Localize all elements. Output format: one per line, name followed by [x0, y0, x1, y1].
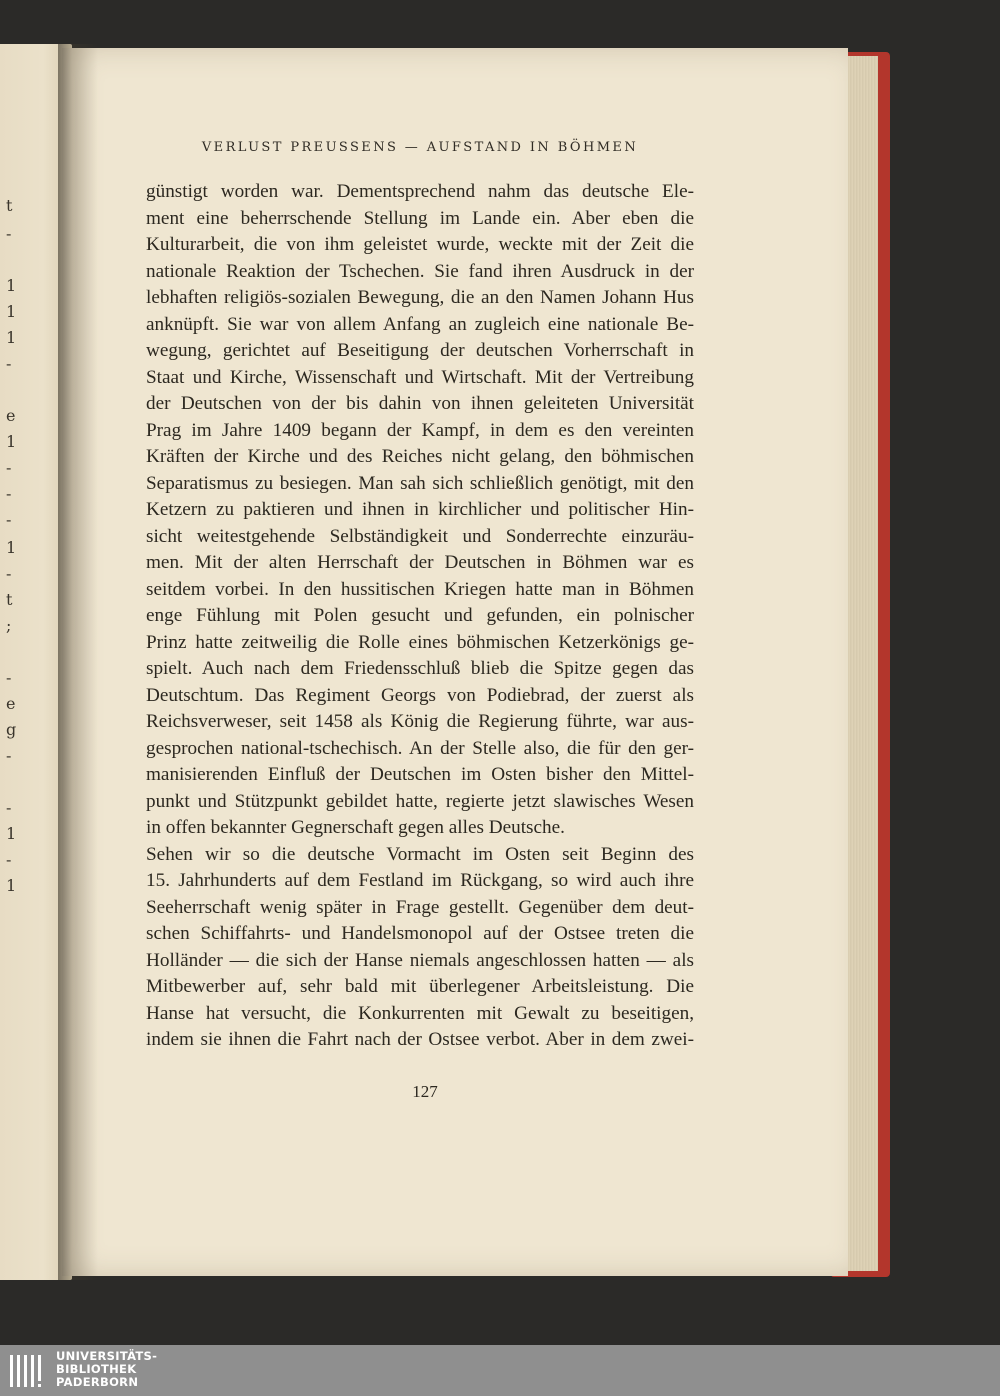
text-line: Prag im Jahre 1409 begann der Kampf, in dem es den vereinten	[146, 419, 694, 441]
left-page-char: t	[6, 590, 13, 609]
text-line: sicht weitestgehende Selbständigkeit und Sonderrechte einzuräu-	[146, 525, 694, 547]
left-page-char: ;	[6, 616, 12, 635]
text-line: Staat und Kirche, Wissenschaft und Wirtschaft. Mit der Vertreibung	[146, 366, 694, 388]
left-page-char: 1	[6, 538, 17, 557]
text-line: lebhaften religiös-sozialen Bewegung, die an den Namen Johann Hus	[146, 287, 694, 308]
text-line: Separatismus zu besiegen. Man sah sich schließlich genötigt, mit den	[146, 472, 694, 494]
text-line: schen Schiffahrts- und Handelsmonopol auf der Ostsee treten die	[146, 923, 694, 944]
left-page-char: -	[6, 798, 12, 817]
text-line: Kräften der Kirche und des Reiches nicht gelang, den böhmischen	[146, 446, 694, 467]
text-line: Mitbewerber auf, sehr bald mit überlegener Arbeitsleistung. Die	[146, 976, 694, 997]
left-page-char: -	[6, 746, 12, 765]
left-page-char: -	[6, 224, 12, 243]
left-page-char: -	[6, 850, 12, 869]
library-logo-icon	[8, 1351, 48, 1391]
running-head: VERLUST PREUSSENS — AUFSTAND IN BÖHMEN	[201, 140, 639, 155]
gutter-shadow	[58, 44, 98, 1280]
left-page-char: 1	[6, 876, 17, 895]
logo-line: BIBLIOTHEK	[56, 1362, 137, 1376]
left-page-char: -	[6, 458, 12, 477]
left-page-char: -	[6, 484, 12, 503]
text-line: seitdem vorbei. In den hussitischen Kriegen hatte man in Böhmen	[146, 578, 694, 600]
page-number: 127	[412, 1082, 438, 1101]
left-page-char: t	[6, 196, 13, 215]
text-line: 15. Jahrhunderts auf dem Festland im Rückgang, so wird auch ihre	[146, 870, 694, 891]
text-line: günstigt worden war. Dementsprechend nahm das deutsche Ele-	[146, 181, 694, 202]
text-line: in offen bekannter Gegnerschaft gegen alles Deutsche.	[146, 817, 565, 838]
text-line: Prinz hatte zeitweilig die Rolle eines böhmischen Ketzerkönigs ge-	[146, 631, 694, 653]
text-line: men. Mit der alten Herrschaft der Deutschen in Böhmen war es	[146, 552, 694, 573]
text-line: Sehen wir so die deutsche Vormacht im Osten seit Beginn des	[146, 843, 694, 865]
text-line: enge Fühlung mit Polen gesucht und gefunden, ein polnischer	[146, 605, 694, 626]
text-line: indem sie ihnen die Fahrt nach der Ostsee verbot. Aber in dem zwei-	[146, 1029, 694, 1050]
text-line: wegung, gerichtet auf Beseitigung der deutschen Vorherrschaft in	[146, 340, 694, 361]
text-line: anknüpft. Sie war von allem Anfang an zugleich eine nationale Be-	[146, 313, 694, 335]
text-line: Seeherrschaft wenig später in Frage gestellt. Gegenüber dem deut-	[146, 896, 694, 918]
text-line: Reichsverweser, seit 1458 als König die Regierung führte, war aus-	[146, 711, 694, 732]
left-page-char: 1	[6, 302, 17, 321]
library-logo-text	[56, 1350, 157, 1389]
left-page-char: 1	[6, 432, 17, 451]
left-page-char: e	[6, 694, 16, 713]
left-page-char: g	[6, 720, 17, 739]
text-line: gesprochen national-tschechisch. An der Stelle also, die für den ger-	[146, 737, 694, 759]
left-page-char: 1	[6, 824, 17, 843]
text-line: Ketzern zu paktieren und ihnen in kirchlicher und politischer Hin-	[146, 499, 694, 520]
text-line: ment eine beherrschende Stellung im Lande ein. Aber eben die	[146, 207, 694, 229]
left-page-char: -	[6, 668, 12, 687]
left-page-char: e	[6, 406, 16, 425]
text-line: Kulturarbeit, die von ihm geleistet wurde, weckte mit der Zeit die	[146, 234, 694, 255]
text-line: spielt. Auch nach dem Friedensschluß blieb die Spitze gegen das	[146, 658, 694, 679]
left-page-char: 1	[6, 276, 17, 295]
text-line: punkt und Stützpunkt gebildet hatte, regierte jetzt slawisches Wesen	[146, 790, 694, 812]
text-line: nationale Reaktion der Tschechen. Sie fand ihren Ausdruck in der	[146, 260, 694, 282]
text-line: Hanse hat versucht, die Konkurrenten mit Gewalt zu beseitigen,	[146, 1002, 694, 1024]
left-page-char: -	[6, 354, 12, 373]
left-page-char: -	[6, 564, 12, 583]
text-line: Deutschtum. Das Regiment Georgs von Podiebrad, der zuerst als	[146, 684, 694, 706]
text-line: Holländer — die sich der Hanse niemals angeschlossen hatten — als	[146, 949, 694, 971]
left-page-char: 1	[6, 328, 17, 347]
logo-line: PADERBORN	[56, 1375, 139, 1389]
text-line: manisierenden Einfluß der Deutschen im Osten bisher den Mittel-	[146, 764, 694, 785]
logo-line: UNIVERSITÄTS-	[56, 1349, 158, 1363]
text-line: der Deutschen von der bis dahin von ihnen geleiteten Universität	[146, 393, 694, 414]
left-page-char: -	[6, 510, 12, 529]
footer-banner	[0, 1345, 1000, 1396]
body-text	[146, 179, 694, 1054]
